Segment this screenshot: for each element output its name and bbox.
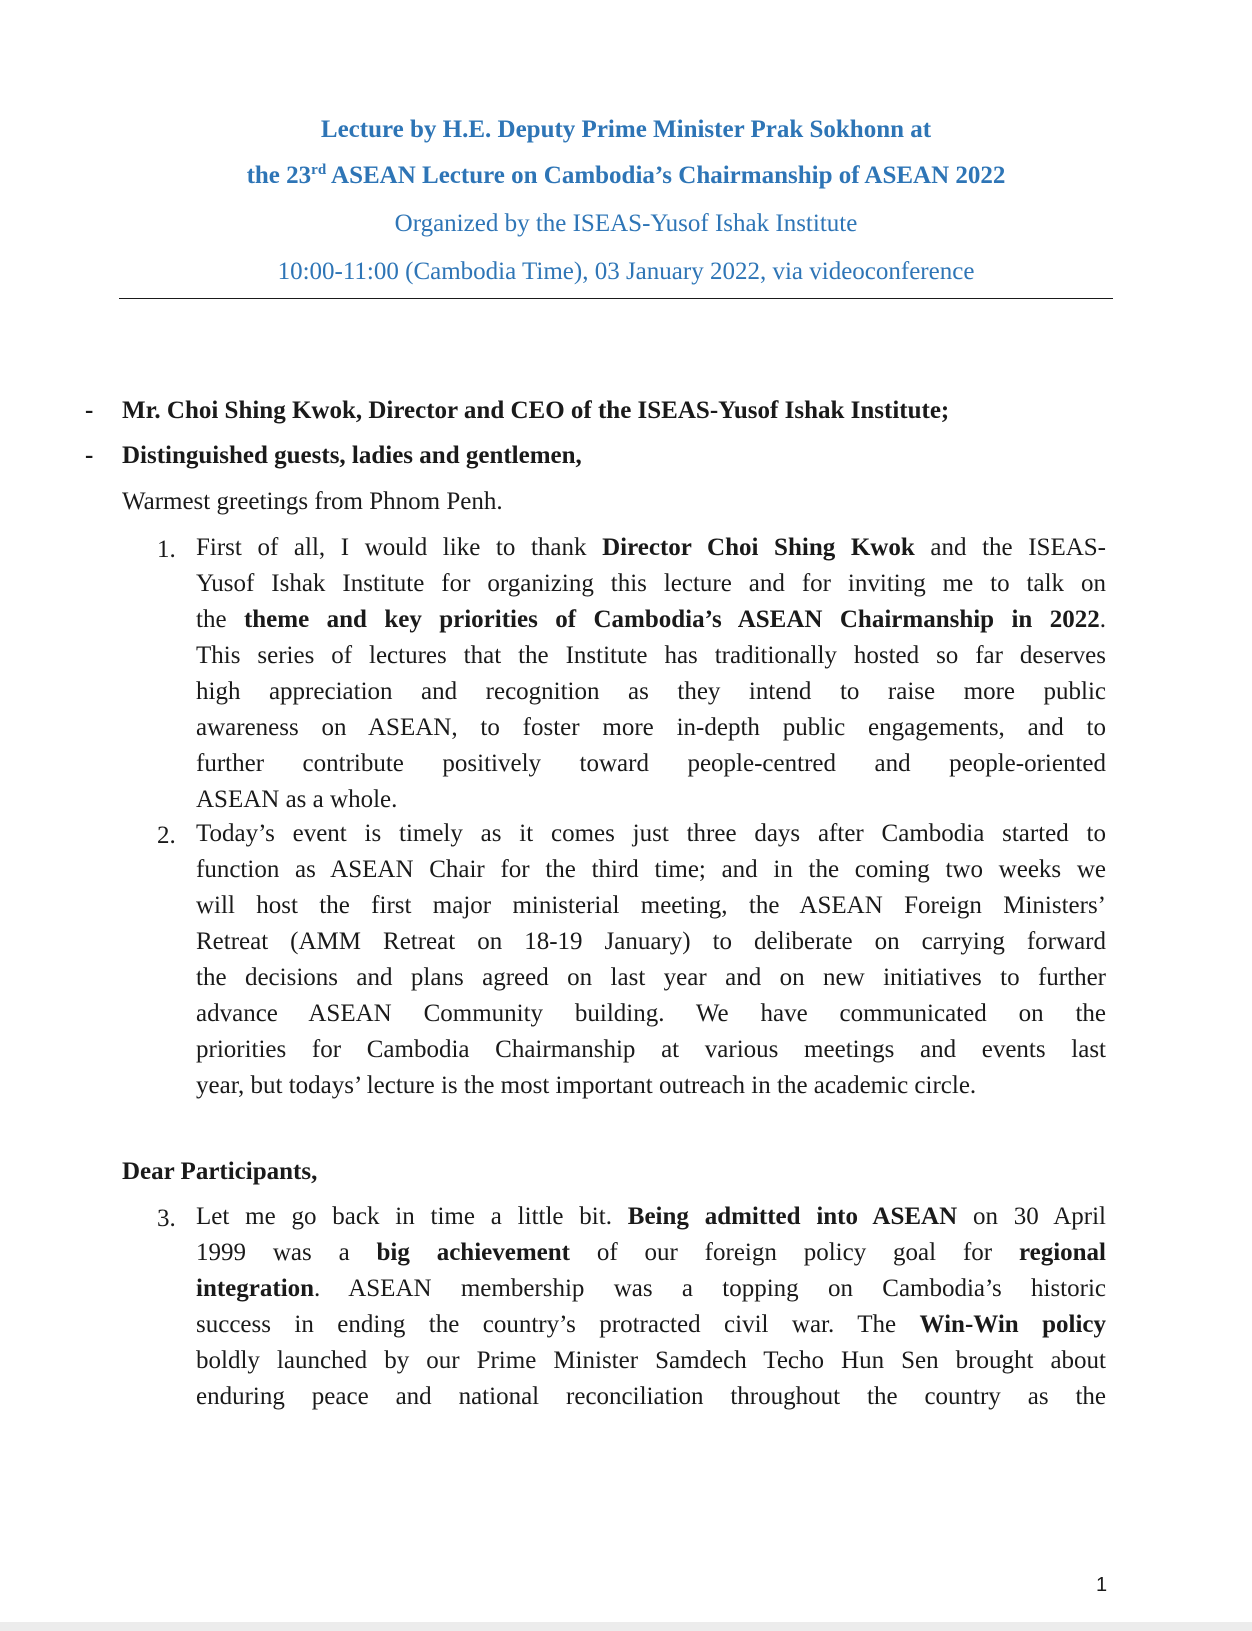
paragraph-number-2: 2. bbox=[157, 822, 176, 849]
paragraph-3 bbox=[196, 1199, 1106, 1415]
paragraph-number-3: 3. bbox=[157, 1205, 176, 1232]
salutation-guests: Distinguished guests, ladies and gentlemen, bbox=[122, 442, 582, 469]
text-run: . ASEAN membership was a topping on Cambodia’s historic bbox=[314, 1275, 1106, 1302]
paragraph-2-line: advance ASEAN Community building. We have communicated on the bbox=[196, 1000, 1106, 1027]
organizer-line: Organized by the ISEAS-Yusof Ishak Institute bbox=[394, 210, 858, 237]
paragraph-2-line: the decisions and plans agreed on last year and on new initiatives to further bbox=[196, 964, 1106, 991]
paragraph-1-line: high appreciation and recognition as they intend to raise more public bbox=[196, 678, 1106, 705]
text-run: 1999 was a bbox=[196, 1239, 377, 1266]
paragraph-1-line: Yusof Ishak Institute for organizing this lecture and for inviting me to talk on bbox=[196, 570, 1106, 597]
paragraph-1-line bbox=[196, 530, 1106, 566]
text-run: the bbox=[196, 606, 244, 633]
paragraph-1-line: awareness on ASEAN, to foster more in-depth public engagements, and to bbox=[196, 714, 1106, 741]
bold-run: theme and key priorities of Cambodia’s ASEAN Chairmanship in 2022 bbox=[243, 606, 1100, 633]
paragraph-2-line: priorities for Cambodia Chairmanship at various meetings and events last bbox=[196, 1036, 1106, 1063]
paragraph-3-line bbox=[196, 1199, 1106, 1235]
paragraph-3-line bbox=[196, 1271, 1106, 1307]
paragraph-1-line: further contribute positively toward people-centred and people-oriented bbox=[196, 750, 1106, 777]
date-line: 10:00-11:00 (Cambodia Time), 03 January 2022, via videoconference bbox=[277, 258, 975, 285]
text-run: . bbox=[1099, 606, 1106, 633]
paragraph-2-line: year, but todays’ lecture is the most important outreach in the academic circle. bbox=[196, 1072, 977, 1099]
bold-run: integration bbox=[196, 1275, 315, 1302]
text-run: and the ISEAS- bbox=[914, 534, 1107, 561]
bold-run: Win-Win policy bbox=[919, 1311, 1107, 1338]
paragraph-1-line bbox=[196, 602, 1106, 638]
text-run: First of all, I would like to thank bbox=[196, 534, 603, 561]
dear-participants: Dear Participants, bbox=[122, 1158, 318, 1185]
paragraph-2 bbox=[196, 816, 1106, 1104]
paragraph-1-line: This series of lectures that the Institute has traditionally hosted so far deserves bbox=[196, 642, 1106, 669]
paragraph-2-line: function as ASEAN Chair for the third time; and in the coming two weeks we bbox=[196, 856, 1106, 883]
bold-run: Being admitted into ASEAN bbox=[627, 1203, 958, 1230]
text-run: of our foreign policy goal for bbox=[570, 1239, 1019, 1266]
bold-run: big achievement bbox=[376, 1239, 570, 1266]
title-superscript: rd bbox=[311, 162, 327, 178]
paragraph-3-line: boldly launched by our Prime Minister Samdech Techo Hun Sen brought about bbox=[196, 1347, 1106, 1374]
page-number: 1 bbox=[1096, 1574, 1108, 1596]
paragraph-3-line bbox=[196, 1235, 1106, 1271]
page-bottom-edge bbox=[0, 1622, 1252, 1631]
greeting-line: Warmest greetings from Phnom Penh. bbox=[122, 488, 503, 515]
title-line-2-post: ASEAN Lecture on Cambodia’s Chairmanship of ASEAN 2022 bbox=[326, 162, 1006, 189]
bold-run: regional bbox=[1018, 1239, 1106, 1266]
title-line-1: Lecture by H.E. Deputy Prime Minister Prak Sokhonn at bbox=[320, 116, 932, 143]
bullet-dash-1: - bbox=[85, 397, 94, 424]
title-line-2 bbox=[100, 162, 1152, 190]
paragraph-number-1: 1. bbox=[157, 536, 176, 563]
text-run: on 30 April bbox=[957, 1203, 1106, 1230]
paragraph-1 bbox=[196, 530, 1106, 818]
paragraph-3-line: enduring peace and national reconciliation throughout the country as the bbox=[196, 1383, 1106, 1410]
header-divider bbox=[119, 298, 1113, 299]
salutation-director: Mr. Choi Shing Kwok, Director and CEO of the ISEAS-Yusof Ishak Institute; bbox=[122, 397, 950, 424]
text-run: Let me go back in time a little bit. bbox=[196, 1203, 628, 1230]
paragraph-2-line: Retreat (AMM Retreat on 18-19 January) to deliberate on carrying forward bbox=[196, 928, 1106, 955]
bullet-dash-2: - bbox=[85, 442, 94, 469]
title-line-2-pre: the 23 bbox=[246, 162, 312, 189]
paragraph-3-line bbox=[196, 1307, 1106, 1343]
bold-run: Director Choi Shing Kwok bbox=[602, 534, 915, 561]
paragraph-2-line: Today’s event is timely as it comes just three days after Cambodia started to bbox=[196, 820, 1106, 847]
paragraph-2-line: will host the first major ministerial meeting, the ASEAN Foreign Ministers’ bbox=[196, 892, 1106, 919]
text-run: success in ending the country’s protracted civil war. The bbox=[196, 1311, 920, 1338]
paragraph-1-line: ASEAN as a whole. bbox=[196, 786, 398, 813]
